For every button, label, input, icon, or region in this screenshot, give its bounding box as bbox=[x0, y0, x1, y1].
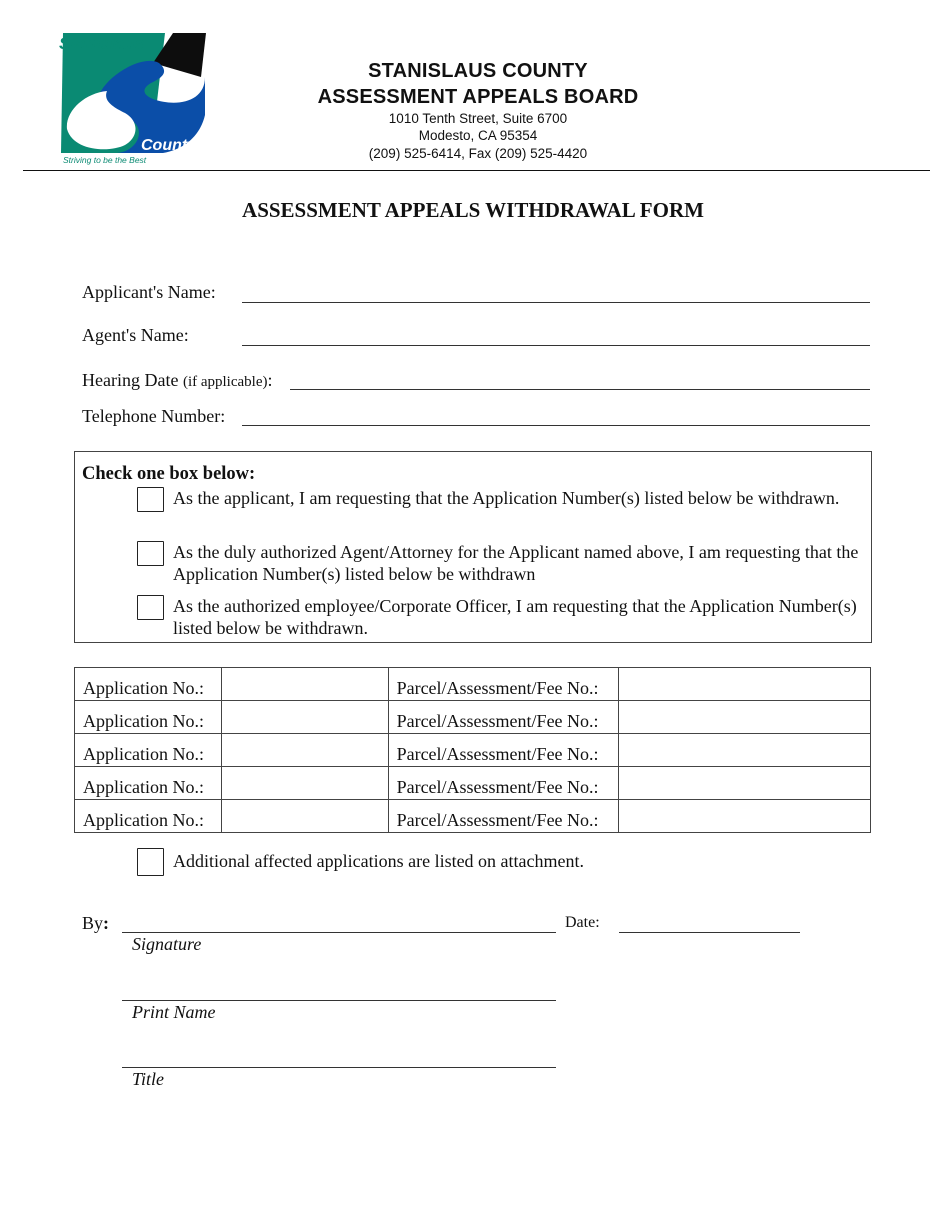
application-no-input[interactable] bbox=[221, 701, 388, 734]
title-caption: Title bbox=[132, 1069, 165, 1089]
table-row bbox=[75, 701, 871, 734]
logo-text-county: County bbox=[141, 137, 197, 154]
parcel-no-input[interactable] bbox=[619, 734, 871, 767]
form-title: ASSESSMENT APPEALS WITHDRAWAL FORM bbox=[242, 198, 704, 222]
org-name-line2: ASSESSMENT APPEALS BOARD bbox=[317, 86, 639, 108]
application-no-input[interactable] bbox=[221, 668, 388, 701]
option-officer-checkbox[interactable] bbox=[137, 595, 164, 620]
hearing-date-label-text: Hearing Date bbox=[82, 370, 179, 390]
parcel-no-input[interactable] bbox=[619, 800, 871, 833]
telephone-field[interactable] bbox=[242, 425, 870, 426]
org-phone-fax: (209) 525-6414, Fax (209) 525-4420 bbox=[368, 146, 588, 161]
agent-name-field[interactable] bbox=[242, 345, 870, 346]
applicant-name-label: Applicant's Name: bbox=[82, 282, 216, 302]
org-name-line1: STANISLAUS COUNTY bbox=[368, 60, 588, 82]
agent-name-label: Agent's Name: bbox=[82, 325, 189, 345]
parcel-no-input[interactable] bbox=[619, 668, 871, 701]
date-field[interactable] bbox=[619, 932, 800, 933]
application-table bbox=[74, 667, 871, 833]
application-no-label: Application No.: bbox=[75, 701, 222, 734]
option-agent-text: As the duly authorized Agent/Attorney for the Applicant named above, I am requesting that the Application Number(s) listed below be withdrawn bbox=[173, 542, 859, 584]
option-officer-text: As the authorized employee/Corporate Officer, I am requesting that the Application Number(s) listed below be withdrawn. bbox=[173, 596, 857, 638]
hearing-date-note: (if applicable) bbox=[182, 374, 268, 390]
signature-caption: Signature bbox=[132, 934, 202, 954]
org-address-street: 1010 Tenth Street, Suite 6700 bbox=[388, 111, 568, 126]
parcel-no-label: Parcel/Assessment/Fee No.: bbox=[388, 800, 619, 833]
parcel-no-label: Parcel/Assessment/Fee No.: bbox=[388, 734, 619, 767]
attachment-note: Additional affected applications are listed on attachment. bbox=[173, 851, 585, 871]
applicant-name-field[interactable] bbox=[242, 302, 870, 303]
table-row bbox=[75, 800, 871, 833]
parcel-no-label: Parcel/Assessment/Fee No.: bbox=[388, 701, 619, 734]
table-row bbox=[75, 734, 871, 767]
telephone-label: Telephone Number: bbox=[82, 406, 226, 426]
signature-field[interactable] bbox=[122, 932, 556, 933]
check-section-heading: Check one box below: bbox=[82, 464, 256, 484]
by-label bbox=[82, 913, 109, 934]
option-applicant-text: As the applicant, I am requesting that the Application Number(s) listed below be withdrawn. bbox=[173, 488, 840, 508]
org-address-city: Modesto, CA 95354 bbox=[418, 128, 538, 143]
logo-tagline: Striving to be the Best bbox=[63, 155, 147, 165]
print-name-caption: Print Name bbox=[132, 1002, 216, 1022]
header-divider bbox=[23, 170, 930, 171]
application-no-label: Application No.: bbox=[75, 767, 222, 800]
parcel-no-label: Parcel/Assessment/Fee No.: bbox=[388, 668, 619, 701]
by-label-text: By bbox=[82, 913, 104, 933]
application-no-input[interactable] bbox=[221, 767, 388, 800]
table-row bbox=[75, 668, 871, 701]
attachment-checkbox[interactable] bbox=[137, 848, 164, 876]
application-no-label: Application No.: bbox=[75, 734, 222, 767]
hearing-date-label bbox=[82, 370, 273, 391]
application-no-input[interactable] bbox=[221, 800, 388, 833]
hearing-date-field[interactable] bbox=[290, 389, 870, 390]
hearing-date-colon: : bbox=[267, 370, 273, 390]
table-row bbox=[75, 767, 871, 800]
logo-text-stanislaus: Stanislaus bbox=[59, 34, 145, 53]
by-label-colon: : bbox=[103, 913, 110, 933]
option-applicant-checkbox[interactable] bbox=[137, 487, 164, 512]
application-no-label: Application No.: bbox=[75, 800, 222, 833]
application-no-input[interactable] bbox=[221, 734, 388, 767]
title-field[interactable] bbox=[122, 1067, 556, 1068]
parcel-no-input[interactable] bbox=[619, 767, 871, 800]
parcel-no-input[interactable] bbox=[619, 701, 871, 734]
parcel-no-label: Parcel/Assessment/Fee No.: bbox=[388, 767, 619, 800]
application-no-label: Application No.: bbox=[75, 668, 222, 701]
date-label: Date: bbox=[565, 914, 600, 931]
option-agent-checkbox[interactable] bbox=[137, 541, 164, 566]
print-name-field[interactable] bbox=[122, 1000, 556, 1001]
